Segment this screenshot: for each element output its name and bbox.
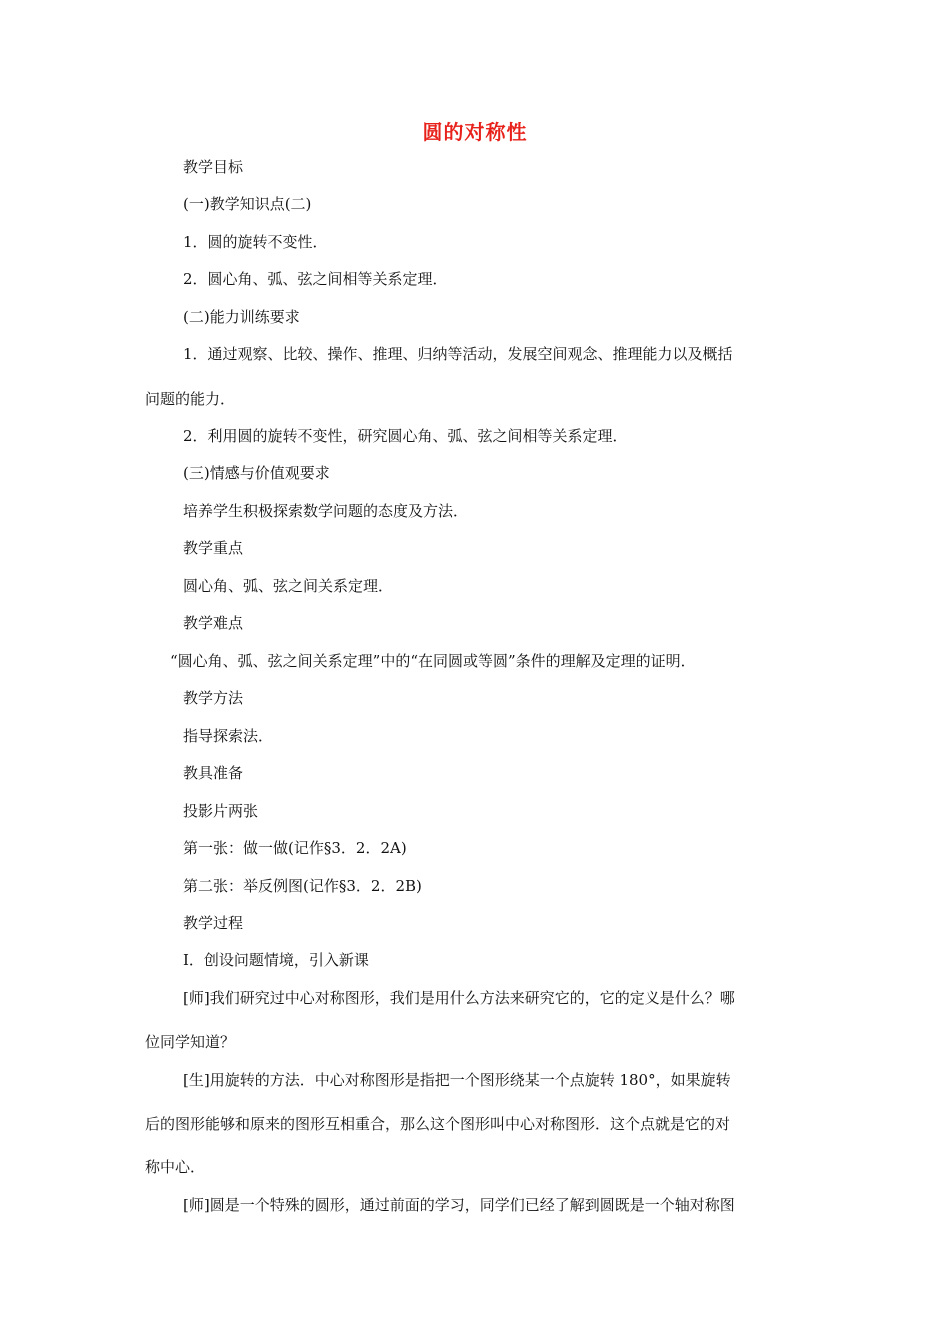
text-line: 指导探索法． — [183, 727, 274, 745]
text-line: 问题的能力． — [145, 390, 236, 408]
text-line: 1．通过观察、比较、操作、推理、归纳等活动，发展空间观念、推理能力以及概括 — [183, 345, 733, 363]
text-line: 教具准备 — [183, 764, 244, 782]
text-line: 第二张：举反例图(记作§3．2．2B) — [183, 877, 422, 895]
text-line: 投影片两张 — [183, 802, 259, 820]
text-line: 2．利用圆的旋转不变性，研究圆心角、弧、弦之间相等关系定理． — [183, 427, 628, 445]
text-line: Ⅰ．创设问题情境，引入新课 — [183, 951, 369, 969]
text-line: 教学难点 — [183, 614, 244, 632]
text-line: [生]用旋转的方法．中心对称图形是指把一个图形绕某一个点旋转 180°，如果旋转 — [183, 1071, 731, 1089]
text-line: 1．圆的旋转不变性． — [183, 233, 328, 251]
document-title: 圆的对称性 — [422, 120, 528, 144]
text-line: 教学目标 — [183, 158, 244, 176]
text-line: 教学过程 — [183, 914, 244, 932]
text-line: [师]圆是一个特殊的圆形，通过前面的学习，同学们已经了解到圆既是一个轴对称图 — [183, 1196, 735, 1214]
text-line: 2．圆心角、弧、弦之间相等关系定理． — [183, 270, 448, 288]
text-line: (三)情感与价值观要求 — [183, 464, 330, 482]
text-line: 圆心角、弧、弦之间关系定理． — [183, 577, 394, 595]
text-line: 位同学知道？ — [145, 1033, 236, 1051]
text-line: “圆心角、弧、弦之间关系定理”中的“在同圆或等圆”条件的理解及定理的证明． — [170, 652, 696, 670]
text-line: 培养学生积极探索数学问题的态度及方法． — [183, 502, 469, 520]
text-line: (一)教学知识点(二) — [183, 195, 312, 213]
text-line: 教学重点 — [183, 539, 244, 557]
text-line: [师]我们研究过中心对称图形，我们是用什么方法来研究它的，它的定义是什么？哪 — [183, 989, 735, 1007]
text-line: 第一张：做一做(记作§3．2．2A) — [183, 839, 407, 857]
text-line: 后的图形能够和原来的图形互相重合，那么这个图形叫中心对称图形．这个点就是它的对 — [145, 1115, 731, 1133]
text-line: 教学方法 — [183, 689, 244, 707]
text-line: 称中心． — [145, 1158, 206, 1176]
text-line: (二)能力训练要求 — [183, 308, 300, 326]
